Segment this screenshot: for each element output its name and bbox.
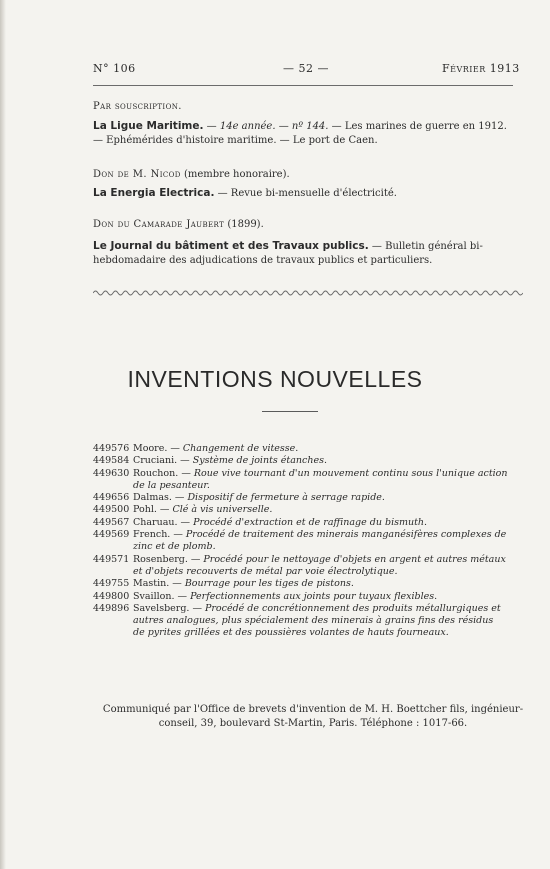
donation-line bbox=[93, 218, 523, 232]
patent-entry bbox=[93, 529, 533, 554]
entry-text: — Bulletin général bi- bbox=[368, 241, 483, 252]
donor-note: (1899). bbox=[224, 219, 264, 230]
entry-text: — Revue bi-mensuelle d'électricité. bbox=[214, 188, 397, 199]
inventor-name: French. bbox=[133, 529, 171, 541]
patent-description: Dalmas. — Dispositif de fermeture à serrage rapide. bbox=[133, 492, 385, 504]
section-title: INVENTIONS NOUVELLES bbox=[127, 366, 423, 392]
patent-description: Moore. — Changement de vitesse. bbox=[133, 443, 299, 454]
invention-title: Procédé d'extraction et de raffinage du bismuth. bbox=[193, 516, 428, 528]
entry-text-line2: hebdomadaire des adjudications de travaux publics et particuliers. bbox=[93, 255, 433, 266]
donor-note: (membre honoraire). bbox=[180, 169, 290, 180]
donor-name: M. Nicod bbox=[129, 169, 181, 180]
entry-ligue-maritime bbox=[93, 119, 523, 134]
entry-issue: nº 144. bbox=[291, 121, 329, 132]
patent-number: 449567 bbox=[93, 516, 130, 528]
wavy-divider bbox=[93, 289, 523, 297]
patent-description: Mastin. — Bourrage pour les tiges de pistons. bbox=[133, 578, 354, 590]
issue-number: N° 106 bbox=[93, 62, 136, 75]
invention-title-continued: et d'objets recouverts de métal par voie électrolytique. bbox=[133, 565, 398, 577]
invention-title: Clé à vis universelle. bbox=[172, 504, 273, 516]
donation-prefix: Don de bbox=[93, 169, 130, 180]
patent-number: 449576 bbox=[93, 443, 130, 454]
patent-number: 449656 bbox=[93, 492, 130, 504]
separator: — bbox=[275, 121, 292, 132]
patent-description: Savelsberg. — Procédé de concrétionnement des produits métallurgiques et autres analogues, plus spécialement des minerais à grains fins des résidus de pyrites grillées et des poussières volantes de hauts fourneaux. bbox=[133, 603, 533, 640]
patent-description: French. — Procédé de traitement des minerais manganésifères complexes de zinc et de plomb. bbox=[133, 529, 533, 554]
page-edge-shadow bbox=[0, 0, 6, 869]
header-rule bbox=[93, 85, 513, 86]
patent-entry bbox=[93, 517, 533, 529]
entry-title: La Ligue Maritime. bbox=[93, 120, 204, 132]
patent-number: 449896 bbox=[93, 602, 130, 614]
patent-entry bbox=[93, 591, 533, 603]
invention-title: Roue vive tournant d'un mouvement continu sous l'unique action bbox=[193, 467, 508, 479]
entry-text: — Les marines de guerre en 1912. bbox=[328, 121, 507, 132]
invention-title: Procédé de traitement des minerais manganésifères complexes de bbox=[185, 529, 507, 541]
invention-title: Changement de vitesse. bbox=[182, 443, 299, 454]
page-number: — 52 — bbox=[283, 62, 329, 75]
patent-entry bbox=[93, 468, 533, 493]
patent-description: Cruciani. — Système de joints étanches. bbox=[133, 455, 327, 467]
patent-description: Rosenberg. — Procédé pour le nettoyage d'objets en argent et autres métaux et d'objets recouverts de métal par voie électrolytique. bbox=[133, 554, 533, 579]
entry-energia-electrica bbox=[93, 186, 523, 201]
running-header bbox=[0, 62, 550, 82]
invention-title-continued: autres analogues, plus spécialement des minerais à grains fins des résidus bbox=[133, 615, 494, 627]
inventor-name: Pohl. bbox=[133, 504, 157, 516]
inventor-name: Cruciani. bbox=[133, 455, 178, 467]
inventor-name: Charuau. bbox=[133, 516, 178, 528]
separator: — bbox=[203, 121, 220, 132]
patent-entry bbox=[93, 603, 533, 640]
patent-entry bbox=[93, 578, 533, 590]
patent-entry bbox=[93, 443, 533, 455]
donation-prefix: Don du Camarade bbox=[93, 219, 183, 230]
patent-description: Rouchon. — Roue vive tournant d'un mouvement continu sous l'unique action de la pesanteur. bbox=[133, 468, 533, 493]
inventor-name: Mastin. bbox=[133, 578, 170, 590]
patent-number: 449569 bbox=[93, 529, 130, 541]
patent-number: 449584 bbox=[93, 455, 130, 467]
donation-nicod-section bbox=[93, 168, 523, 201]
issue-date: Février 1913 bbox=[442, 62, 520, 75]
entry-year: 14e année. bbox=[219, 121, 276, 132]
title-rule bbox=[262, 411, 318, 412]
donor-name: Jaubert bbox=[182, 219, 225, 230]
invention-title: Procédé de concrétionnement des produits métallurgiques et bbox=[204, 602, 501, 614]
patent-entry bbox=[93, 455, 533, 467]
entry-journal-batiment bbox=[93, 239, 523, 254]
subscription-heading: Par souscription. bbox=[93, 101, 182, 112]
patent-description: Pohl. — Clé à vis universelle. bbox=[133, 504, 273, 516]
inventor-name: Rouchon. bbox=[133, 467, 179, 479]
donation-jaubert-section bbox=[93, 218, 523, 268]
entry-title: La Energia Electrica. bbox=[93, 187, 215, 199]
invention-title: Procédé pour le nettoyage d'objets en argent et autres métaux bbox=[203, 553, 506, 565]
patent-number: 449630 bbox=[93, 467, 130, 479]
subscription-section bbox=[93, 100, 523, 148]
donation-line bbox=[93, 168, 523, 182]
invention-title: Bourrage pour les tiges de pistons. bbox=[184, 578, 354, 590]
footer-line-2: conseil, 39, boulevard St-Martin, Paris. Téléphone : 1017-66. bbox=[158, 718, 468, 729]
invention-title: Perfectionnements aux joints pour tuyaux flexibles. bbox=[190, 590, 438, 602]
footer-line-1: Communiqué par l'Office de brevets d'invention de M. H. Boettcher fils, ingénieur- bbox=[102, 704, 524, 715]
patent-description: Svaillon. — Perfectionnements aux joints pour tuyaux flexibles. bbox=[133, 590, 438, 602]
entry-title: Le Journal du bâtiment et des Travaux publics. bbox=[93, 240, 369, 252]
invention-title-continued: de la pesanteur. bbox=[133, 479, 210, 491]
footer-note bbox=[93, 703, 533, 731]
inventor-name: Dalmas. bbox=[133, 492, 172, 504]
invention-title: Dispositif de fermeture à serrage rapide. bbox=[187, 492, 385, 504]
invention-title: Système de joints étanches. bbox=[192, 455, 327, 467]
patent-list bbox=[93, 443, 533, 640]
inventor-name: Rosenberg. bbox=[133, 553, 188, 565]
patent-entry bbox=[93, 554, 533, 579]
invention-title-continued: de pyrites grillées et des poussières volantes de hauts fourneaux. bbox=[133, 627, 449, 639]
inventor-name: Svaillon. bbox=[133, 590, 175, 602]
entry-text-line2: — Ephémérides d'histoire maritime. — Le port de Caen. bbox=[93, 135, 378, 146]
patent-entry bbox=[93, 492, 533, 504]
invention-title-continued: zinc et de plomb. bbox=[133, 541, 216, 553]
patent-number: 449800 bbox=[93, 590, 130, 602]
patent-entry bbox=[93, 504, 533, 516]
patent-number: 449500 bbox=[93, 504, 130, 516]
inventor-name: Savelsberg. bbox=[133, 602, 190, 614]
patent-description: Charuau. — Procédé d'extraction et de raffinage du bismuth. bbox=[133, 516, 428, 528]
inventor-name: Moore. bbox=[133, 443, 168, 454]
patent-number: 449755 bbox=[93, 578, 130, 590]
patent-number: 449571 bbox=[93, 553, 130, 565]
